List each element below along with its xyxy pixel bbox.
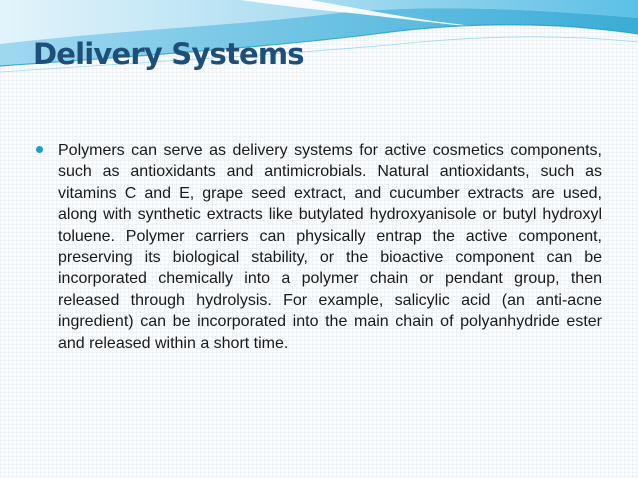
slide-title: Delivery Systems: [33, 37, 304, 71]
slide-content: [36, 140, 602, 354]
bullet-item: [36, 140, 602, 354]
bullet-text: Polymers can serve as delivery systems for active cosmetics components, such as antioxidants and antimicrobials. Natural antioxidants, such as vitamins C and E, grape seed extract, and cucumber extracts are used, along with synthetic extracts like butylated hydroxyanisole or butyl hydroxyl toluene. Polymer carriers can physically entrap the active component, preserving its biological stability, or the bioactive component can be incorporated chemically into a polymer chain or pendant group, then released through hydrolysis. For example, salicylic acid (an anti-acne ingredient) can be incorporated into the main chain of polyanhydride ester and released within a short time.: [58, 142, 602, 352]
bullet-dot-icon: [36, 146, 43, 153]
